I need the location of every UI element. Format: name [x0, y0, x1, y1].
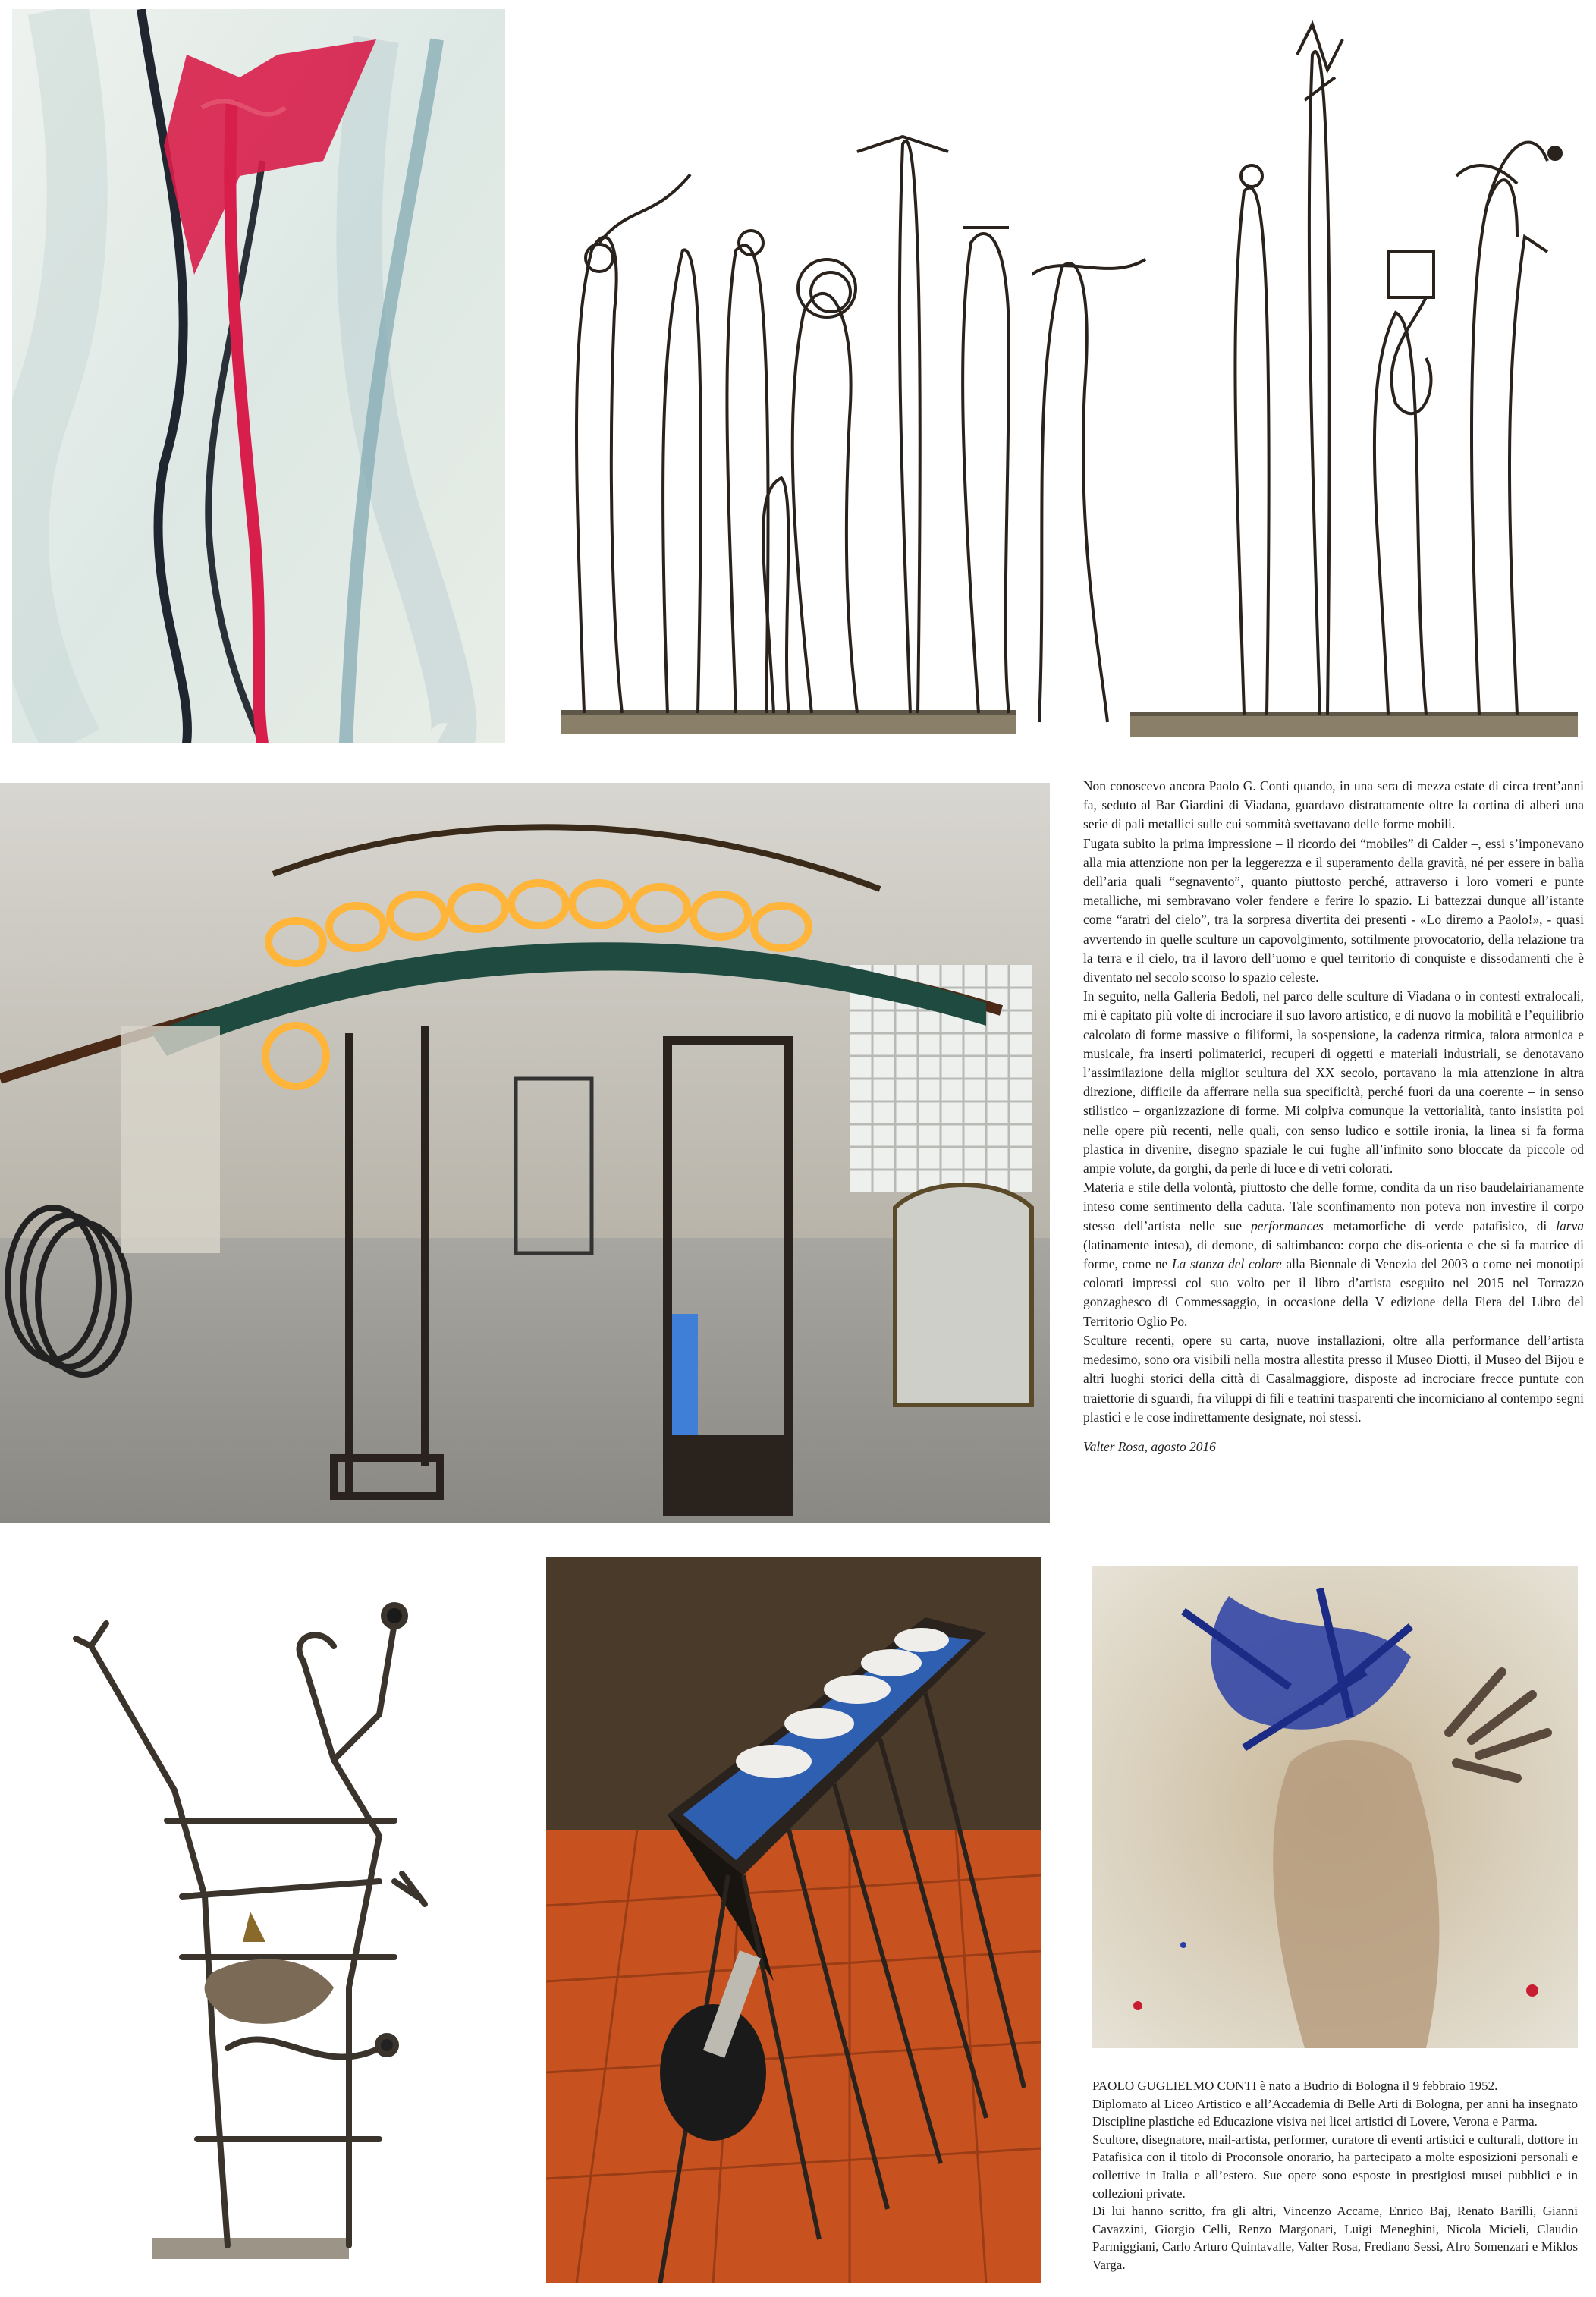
wire-sculptures-right-svg — [1032, 9, 1584, 743]
essay-paragraph-4 — [1083, 1178, 1584, 1331]
wire-sculptures-left-svg — [554, 114, 1024, 743]
essay-p4-part-c: metamorfiche di verde patafisico, di — [1323, 1218, 1557, 1233]
blue-splash-figure-photo — [1092, 1566, 1578, 2048]
painting-red-abstract — [12, 9, 505, 743]
essay-p4-part-e: (latinamente intesa), di demone, di saltimbanco: corpo che dis-orienta e che si fa matrice di forme, come ne — [1083, 1236, 1584, 1272]
bio-paragraph-2: Diplomato al Liceo Artistico e all’Accademia di Belle Arti di Bologna, per anni ha insegnato Discipline plastiche ed Educazione visiva nei licei artistici di Lovere, Verona e Parma. — [1092, 2096, 1578, 2129]
rebar-sculpture-bell — [61, 1593, 455, 2283]
blue-splash-figure-svg — [1092, 1566, 1578, 2048]
bio-paragraph-4: Di lui hanno scritto, fra gli altri, Vincenzo Accame, Enrico Baj, Renato Barilli, Gianni Cavazzini, Giorgio Celli, Renzo Margonari, Luigi Meneghini, Nicola Micieli, Claudio Parmiggiani, Carlo Arturo Quintavalle, Valter Rosa, Frediano Sessi, Afro Somenzari e Miklos Varga. — [1092, 2204, 1578, 2272]
essay-p4-part-g: alla Biennale di Venezia del 2003 o come nei monotipi colorati impressi col suo volto per il libro d’artista eseguito nel 2015 nel Torrazzo gonzaghesco di Commessaggio, in occasione della V edizione della Fiera del Libro del Territorio Oglio Po. — [1083, 1256, 1584, 1329]
essay-paragraph-3: In seguito, nella Galleria Bedoli, nel parco delle sculture di Viadana o in contesti extralocali, mi è capitato più volte di incrociare il suo lavoro artistico, e di nuovo la mobilità e l’equilibrio calcolato di forme massive o filiformi, la sospensione, la cadenza ritmica, talora armonica e musicale, fra inserti polimaterici, recuperi di oggetti e materiali industriali, se denotavano l’assimilazione della miglior scultura del XX secolo, portavano la mia attenzione in altra direzione, difficile da afferrare nella sua specificità, perché fuori da una coerente – in senso stilistico – organizzazione di forme. Mi colpiva comunque la vettorialità, tanto insistita poi nelle opere più recenti, nelle quali, con senso ludico e sottile ironia, la linea si fa forma plastica in divenire, disegno spaziale le cui fughe all’infinito sono bloccate da piccole od ampie volute, da gorghi, da perle di luce e di vetri colorati. — [1083, 988, 1584, 1177]
bio-paragraph-3: Scultore, disegnatore, mail-artista, performer, curatore di eventi artistici e culturali, dottore in Patafisica con il titolo di Proconsole onorario, ha partecipato a molte esposizioni personali e collettive in Italia e all’estero. Sue opere sono esposte in prestigiosi musei pubblici e in collezioni private. — [1092, 2132, 1578, 2201]
essay-signature: Valter Rosa, agosto 2016 — [1083, 1438, 1216, 1454]
table-installation-photo — [546, 1557, 1041, 2283]
essay-p4-italic-stanza: La stanza del colore — [1171, 1256, 1282, 1272]
wire-sculptures-group-right — [1032, 9, 1584, 743]
studio-installation-svg — [0, 783, 1050, 1523]
studio-installation-photo — [0, 783, 1050, 1523]
rebar-sculpture-svg — [61, 1593, 455, 2283]
essay-paragraph-5: Sculture recenti, opere su carta, nuove installazioni, oltre alla performance dell’artista medesimo, sono ora visibili nella mostra allestita presso il Museo Diotti, il Museo del Bijou e altri luoghi storici della città di Casalmaggiore, disposte ad incrociare frecce puntute con traiettorie di sguardi, fra viluppi di fili e teatrini trasparenti che incorniciano al contempo segni plastici e le cose indirettamente designate, noi stessi. — [1083, 1332, 1584, 1425]
wire-sculptures-group-left — [554, 114, 1024, 743]
bio-paragraph-1: PAOLO GUGLIELMO CONTI è nato a Budrio di Bologna il 9 febbraio 1952. — [1092, 2079, 1498, 2093]
biography-text — [1092, 2077, 1578, 2274]
essay-p4-part-a: Materia e stile della volontà, piuttosto che delle forme, condita da un riso baudelairianamente inteso come sentimento della caduta. Tale sconfinamento non poteva non investire il corpo stesso dell’artista nelle sue — [1083, 1180, 1584, 1233]
table-installation-svg — [546, 1557, 1041, 2283]
painting-red-abstract-svg — [12, 9, 505, 743]
essay-p4-italic-larva: larva — [1556, 1218, 1584, 1233]
essay-paragraph-2: Fugata subito la prima impressione – il ricordo dei “mobiles” di Calder –, essi s’imponevano alla mia attenzione non per la leggerezza e il superamento della gravità, né per essere in balìa dell’aria quali “segnavento”, quanto piuttosto perché, attraverso i loro vomeri e punte metalliche, mi sembravano voler fendere e ferire lo spazio. Li battezzai dunque all’istante come “aratri del cielo”, tra la sorpresa divertita dei presenti - «Lo diremo a Paolo!», - quasi avvertendo in quelle sculture un capovolgimento, sottilmente provocatorio, della relazione tra la terra e il cielo, tra il lavoro dell’uomo e quel territorio di conquiste e dissodamenti che è diventato nel secolo scorso lo spazio celeste. — [1083, 835, 1584, 985]
essay-paragraph-1: Non conoscevo ancora Paolo G. Conti quando, in una sera di mezza estate di circa trent’anni fa, seduto al Bar Giardini di Viadana, guardavo distrattamente oltre la cortina di alberi una serie di pali metallici sulle cui sommità svettavano delle forme mobili. — [1083, 778, 1584, 832]
essay-text — [1083, 777, 1584, 1456]
essay-p4-italic-performances: performances — [1251, 1218, 1324, 1233]
